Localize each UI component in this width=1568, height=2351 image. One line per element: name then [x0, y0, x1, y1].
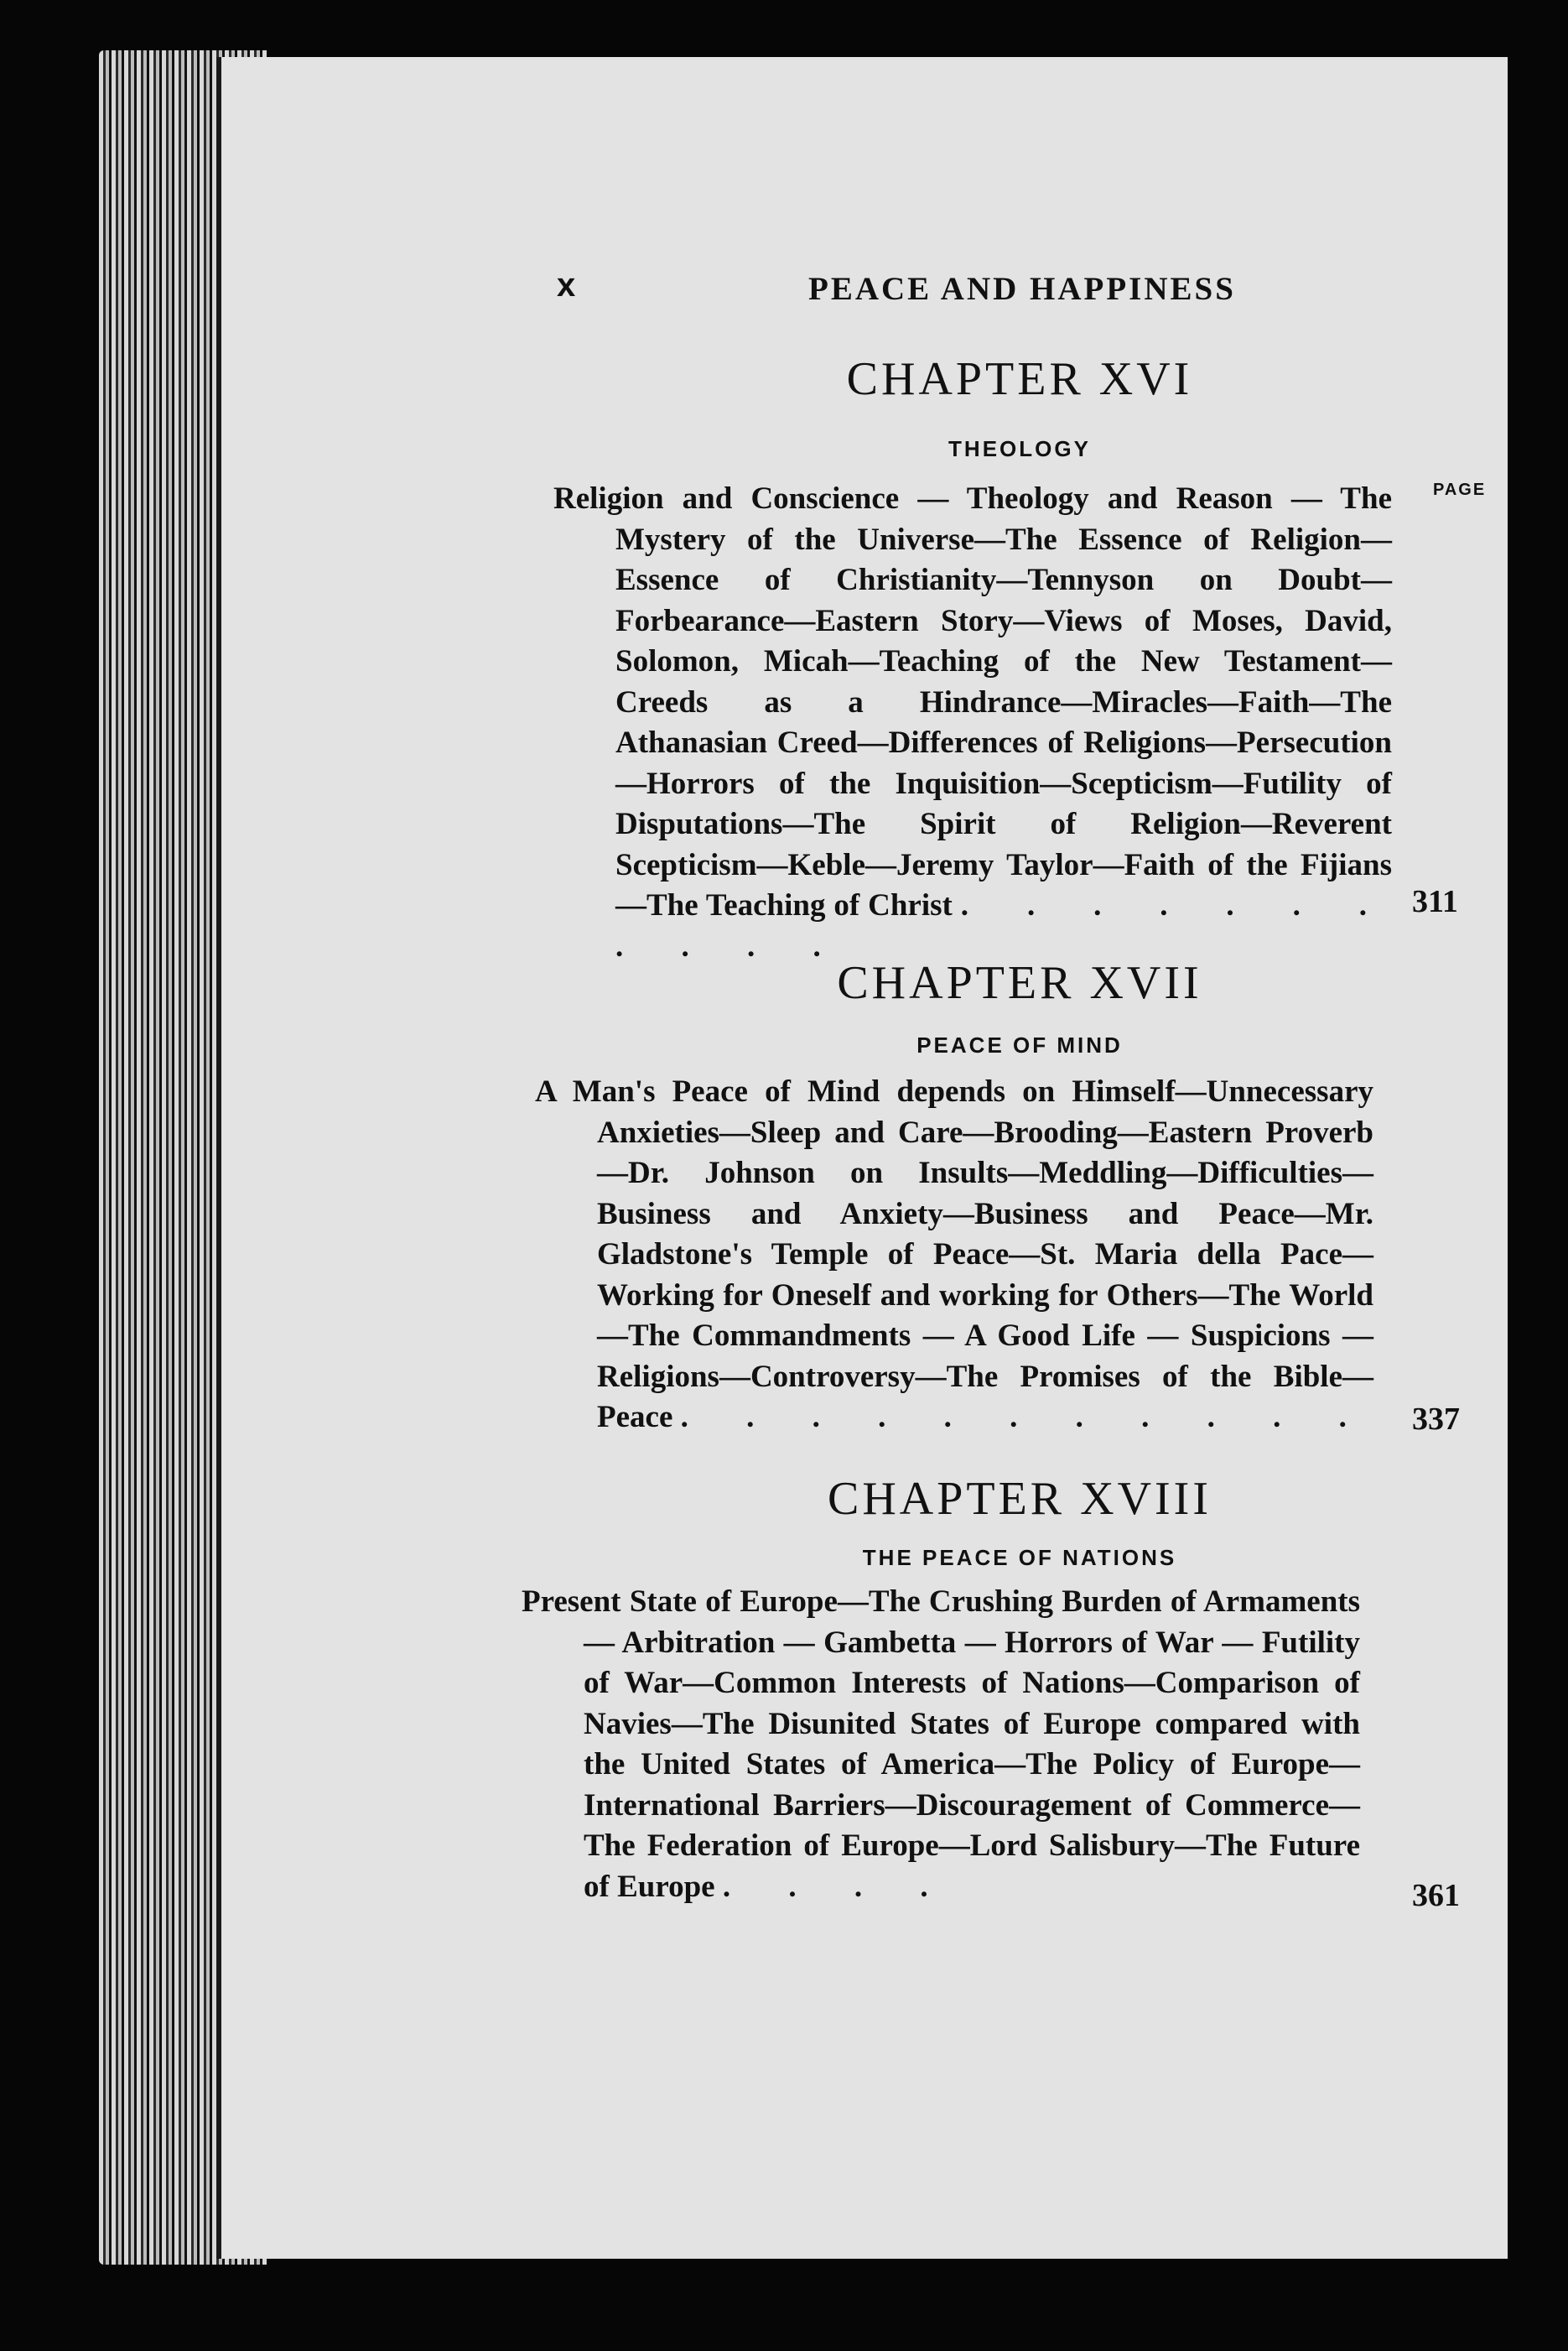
dot-leader: . . . . . . . . . . . — [680, 1400, 1372, 1434]
page-column-label: PAGE — [1433, 481, 1487, 499]
dot-leader: . . . . — [722, 1869, 953, 1904]
summary-text: Religion and Conscience — Theology and Reason — The Mystery of the Universe—The Essence of Religion—Essence of Christianity—Tennyson on Doubt—Forbearance—Eastern Story—Views of Moses, David, Solomon, Micah—Teaching of the New Testament—Creeds as a Hindrance—Miracles—Faith—The Athanasian Creed—Differences of Religions—Persecution—Horrors of the Inquisition—Scepticism—Futility of Disputations—The Spirit of Religion—Reverent Scepticism—Keble—Jeremy Taylor—Faith of the Fijians—The Teaching of Christ — [553, 481, 1392, 923]
page-number: 337 — [1412, 1402, 1460, 1437]
chapter-heading: CHAPTER XVII — [837, 957, 1202, 1009]
page-number: 311 — [1412, 884, 1458, 919]
chapter-subtitle: PEACE OF MIND — [916, 1032, 1123, 1058]
chapter-subtitle: THE PEACE OF NATIONS — [862, 1545, 1177, 1570]
chapter-summary — [535, 1072, 1373, 1438]
summary-text: Present State of Europe—The Crushing Burden of Armaments — Arbitration — Gambetta — Horrors of War — Futility of War—Common Interests of Nations—Comparison of Navies—The Disunited States of Europe compared with the United States of America—The Policy of Europe—International Barriers—Discouragement of Commerce—The Federation of Europe—Lord Salisbury—The Future of Europe — [522, 1584, 1360, 1904]
running-head — [221, 267, 1508, 317]
running-title: PEACE AND HAPPINESS — [808, 271, 1236, 307]
book-page — [216, 57, 1508, 2259]
chapter-subtitle: THEOLOGY — [948, 436, 1091, 461]
page-number: 361 — [1412, 1878, 1460, 1913]
chapter-summary — [553, 479, 1392, 967]
dot-leader: . . . . . . . . . . . — [615, 888, 1393, 964]
chapter-heading: CHAPTER XVIII — [828, 1473, 1212, 1525]
chapter-heading: CHAPTER XVI — [846, 353, 1193, 405]
folio: x — [557, 267, 576, 304]
summary-text: A Man's Peace of Mind depends on Himself—Unnecessary Anxieties—Sleep and Care—Brooding—Eastern Proverb —Dr. Johnson on Insults—Meddling—Difficulties—Business and Anxiety—Business and Peace—Mr. Gladstone's Temple of Peace—St. Maria della Pace—Working for Oneself and working for Others—The World—The Commandments — A Good Life — Suspicions — Religions—Controversy—The Promises of the Bible—Peace — [535, 1074, 1373, 1434]
chapter-summary — [522, 1582, 1360, 1907]
